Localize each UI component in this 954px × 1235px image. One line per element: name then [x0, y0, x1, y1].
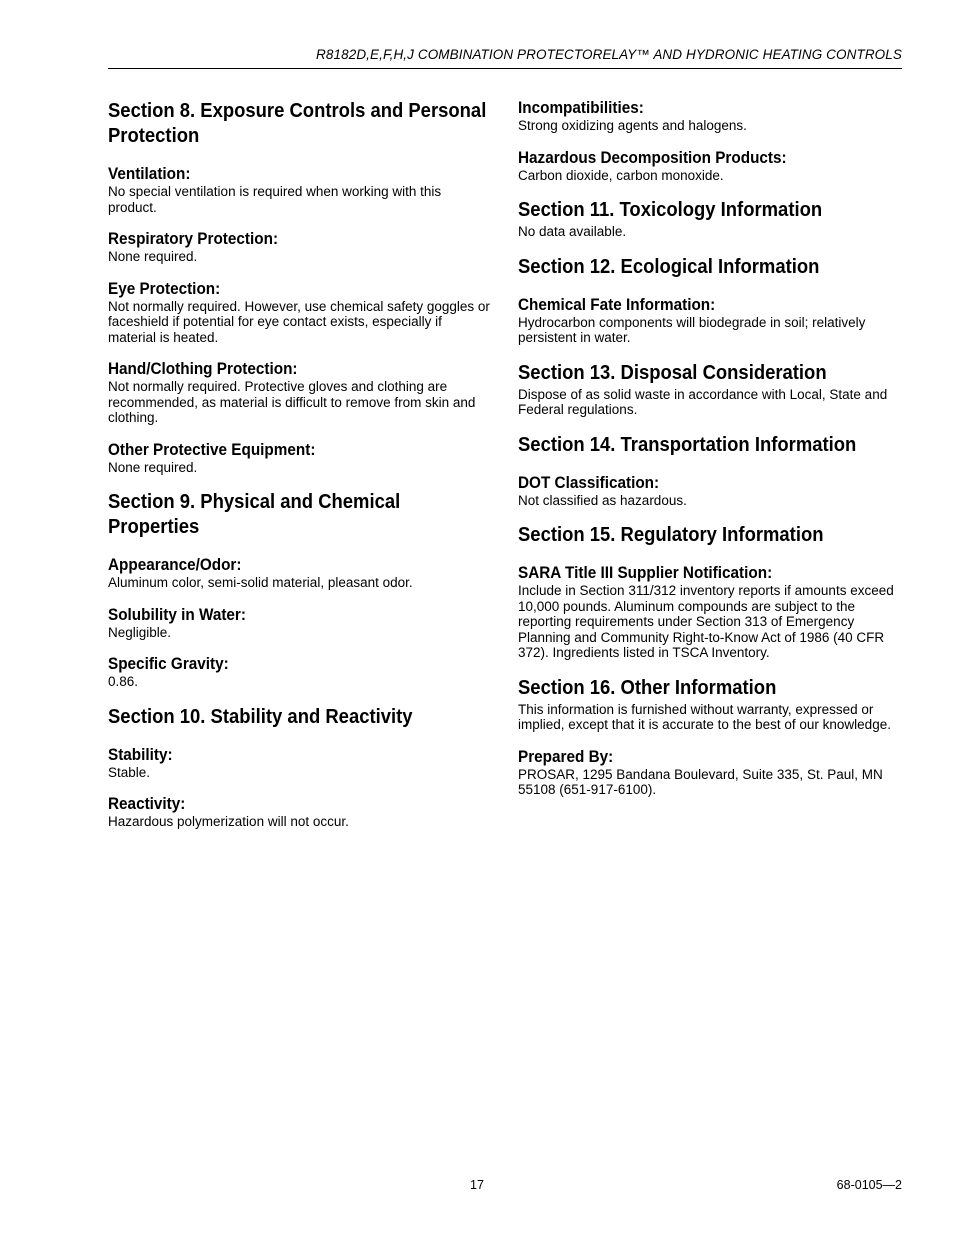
prepared-by-text: PROSAR, 1295 Bandana Boulevard, Suite 335, St. Paul, MN 55108 (651-917-6100). — [518, 766, 883, 797]
ventilation-block — [108, 164, 491, 215]
gravity-label: Specific Gravity: — [108, 654, 229, 673]
eye-protection-text: Not normally required. However, use chemical safety goggles or faceshield if potential for eye contact exists, especially if material is heated. — [108, 298, 490, 345]
hand-protection-text: Not normally required. Protective gloves and clothing are recommended, as material is difficult to remove from skin and clothing. — [108, 379, 476, 425]
dot-block — [518, 473, 904, 509]
decomposition-text: Carbon dioxide, carbon monoxide. — [518, 167, 724, 183]
respiratory-text: None required. — [108, 249, 198, 264]
chemical-fate-label: Chemical Fate Information: — [518, 294, 716, 314]
appearance-label: Appearance/Odor: — [108, 555, 242, 574]
ventilation-text: No special ventilation is required when working with this product. — [108, 184, 442, 215]
section-11-title: Section 11. Toxicology Information — [518, 198, 823, 221]
stability-label: Stability: — [108, 744, 173, 764]
decomposition-label: Hazardous Decomposition Products: — [518, 147, 787, 167]
section-15-title: Section 15. Regulatory Information — [518, 523, 824, 546]
section-13-text: Dispose of as solid waste in accordance with Local, State and Federal regulations. — [518, 386, 888, 417]
section-16-text: This information is furnished without warranty, expressed or implied, except that it is accurate to the best of our knowledge. — [518, 701, 891, 732]
other-equipment-block — [108, 440, 491, 476]
incompatibilities-block — [518, 98, 904, 134]
section-8-title: Section 8. Exposure Controls and Personal Protection — [108, 99, 487, 147]
incompatibilities-text: Strong oxidizing agents and halogens. — [518, 118, 747, 133]
sara-text: Include in Section 311/312 inventory reports if amounts exceed 10,000 pounds. Aluminum compounds are subject to the reporting requirements under Section 313 of Emergency Planning and Community Right-to-Know Act of 1986 (40 CFR 372). Ingredients listed in TSCA Inventory. — [518, 583, 894, 660]
section-14-title: Section 14. Transportation Information — [518, 432, 857, 456]
decomposition-block — [518, 148, 904, 184]
reactivity-block — [108, 794, 491, 830]
solubility-text: Negligible. — [108, 624, 172, 640]
sara-label: SARA Title III Supplier Notification: — [518, 563, 773, 582]
page-number: 17 — [470, 1178, 484, 1192]
right-column — [518, 98, 904, 812]
incompatibilities-label: Incompatibilities: — [518, 98, 644, 117]
section-11-text: No data available. — [518, 224, 627, 239]
other-equipment-text: None required. — [108, 459, 198, 475]
section-12-title: Section 12. Ecological Information — [518, 254, 820, 278]
respiratory-block — [108, 229, 491, 265]
chemical-fate-block — [518, 295, 904, 346]
eye-protection-block — [108, 279, 491, 346]
header-divider — [108, 68, 902, 69]
chemical-fate-text: Hydrocarbon components will biodegrade in soil; relatively persistent in water. — [518, 314, 866, 345]
prepared-by-label: Prepared By: — [518, 746, 614, 766]
respiratory-label: Respiratory Protection: — [108, 229, 279, 248]
eye-protection-label: Eye Protection: — [108, 278, 221, 298]
appearance-block — [108, 555, 491, 591]
hand-protection-label: Hand/Clothing Protection: — [108, 359, 298, 378]
gravity-text: 0.86. — [108, 674, 139, 689]
reactivity-label: Reactivity: — [108, 794, 186, 813]
document-code: 68-0105—2 — [836, 1178, 902, 1192]
sara-block — [518, 563, 904, 661]
reactivity-text: Hazardous polymerization will not occur. — [108, 814, 349, 829]
dot-label: DOT Classification: — [518, 472, 660, 492]
other-equipment-label: Other Protective Equipment: — [108, 439, 316, 459]
section-13-title: Section 13. Disposal Consideration — [518, 360, 827, 384]
dot-text: Not classified as hazardous. — [518, 492, 687, 508]
section-10-title: Section 10. Stability and Reactivity — [108, 704, 413, 728]
ventilation-label: Ventilation: — [108, 164, 191, 183]
hand-protection-block — [108, 359, 491, 426]
stability-text: Stable. — [108, 764, 151, 780]
prepared-by-block — [518, 747, 904, 798]
solubility-label: Solubility in Water: — [108, 604, 246, 624]
running-header: R8182D,E,F,H,J COMBINATION PROTECTORELAY™ AND HYDRONIC HEATING CONTROLS — [316, 47, 902, 62]
appearance-text: Aluminum color, semi-solid material, pleasant odor. — [108, 575, 413, 590]
gravity-block — [108, 654, 491, 690]
left-column — [108, 98, 491, 844]
section-16-title: Section 16. Other Information — [518, 675, 777, 699]
section-9-title: Section 9. Physical and Chemical Properties — [108, 490, 401, 538]
stability-block — [108, 745, 491, 781]
solubility-block — [108, 605, 491, 641]
